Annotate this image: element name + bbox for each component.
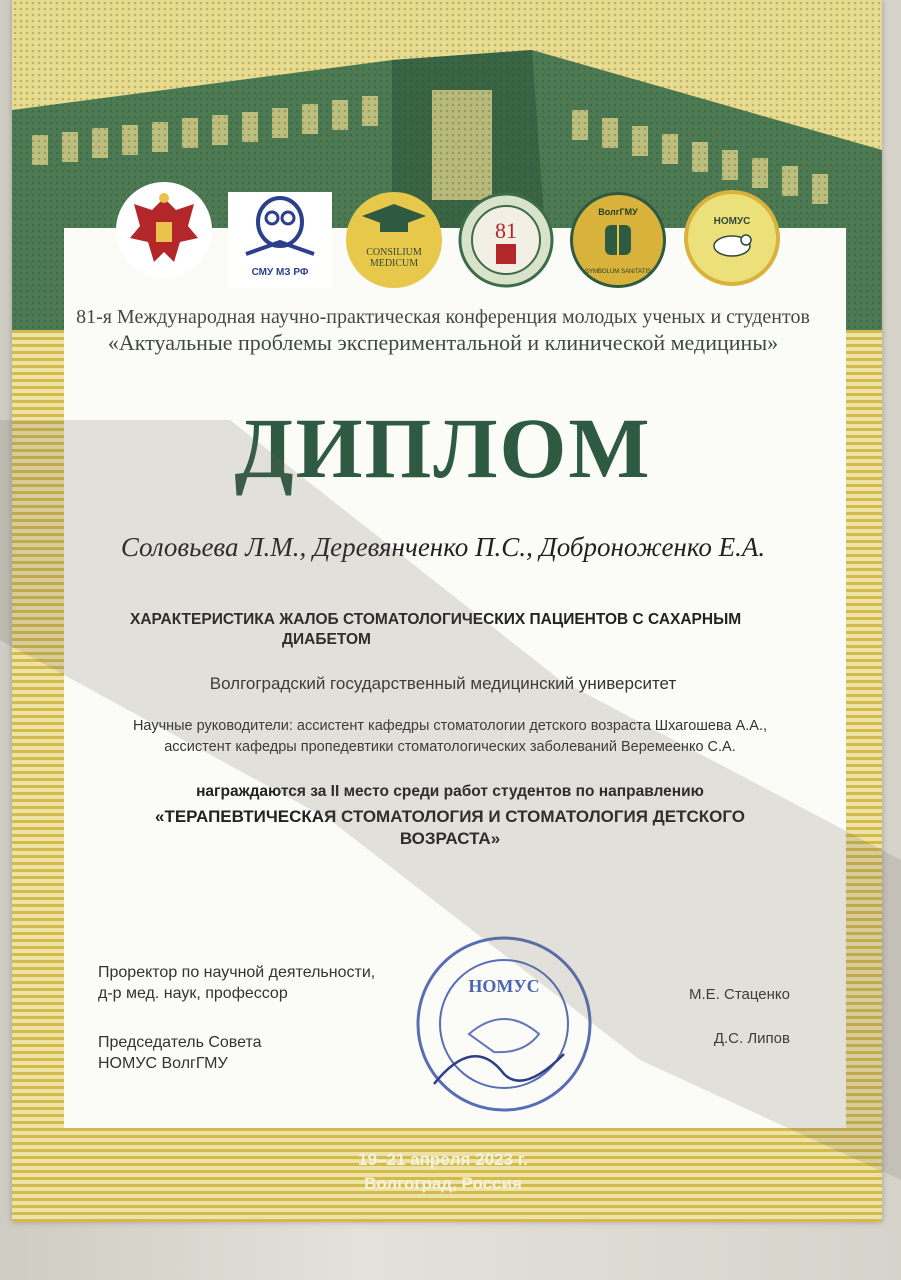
smu-label: СМУ МЗ РФ — [251, 267, 309, 278]
consilium-label-1: CONSILIUM — [366, 247, 422, 258]
consilium-label-2: MEDICUM — [369, 258, 419, 269]
russian-eagle-emblem-icon — [114, 180, 214, 280]
event-date: 19–21 апреля 2023 г. — [358, 1150, 528, 1169]
volggmu-label: ВолгГМУ — [598, 207, 638, 217]
award-line — [70, 782, 830, 802]
svg-text:81: 81 — [495, 218, 517, 243]
mouse-icon — [688, 194, 776, 282]
work-title-line-1: ХАРАКТЕРИСТИКА ЖАЛОБ СТОМАТОЛОГИЧЕСКИХ ПАЦИЕНТОВ С САХАРНЫМ — [130, 611, 742, 628]
vice-rector-position — [98, 962, 428, 1004]
signature-scribble — [434, 1054, 564, 1084]
event-city: Волгоград, Россия — [364, 1174, 522, 1193]
council-chair-line-2: НОМУС ВолгГМУ — [98, 1055, 228, 1072]
graduation-cap-icon — [346, 192, 442, 242]
vice-rector-line-1: Проректор по научной деятельности, — [98, 964, 376, 981]
volggmu-logo — [570, 192, 666, 288]
vice-rector-line-2: д-р мед. наук, профессор — [98, 985, 288, 1002]
supervisors-line-2: ассистент кафедры пропедевтики стоматологических заболеваний Веремеенко С.А. — [164, 739, 736, 755]
nomus-label: НОМУС — [713, 216, 751, 227]
nomus-logo — [684, 190, 780, 286]
signatory-1-name: М.Е. Стаценко — [688, 986, 790, 1003]
direction-line-2: ВОЗРАСТА» — [399, 829, 501, 848]
supervisors-line-1: Научные руководители: ассистент кафедры стоматологии детского возраста Шхагошева А.А., — [132, 718, 768, 734]
work-title — [130, 610, 770, 650]
authors: Соловьева Л.М., Деревянченко П.С., Доброноженко Е.А. — [120, 532, 766, 562]
smu-logo — [228, 192, 332, 288]
conference-line-1: 81-я Международная научно-практическая конференция молодых ученых и студентов — [76, 306, 810, 328]
supervisors — [100, 716, 800, 758]
owl-icon — [228, 192, 332, 262]
signatory-2-name: Д.С. Липов — [713, 1030, 790, 1047]
diploma-title: ДИПЛОМ — [234, 400, 652, 496]
university: Волгоградский государственный медицинский университет — [209, 674, 677, 693]
stamp-center-label: НОМУС — [468, 976, 540, 996]
council-chair-position — [98, 1032, 428, 1074]
award-text: награждаются за II место среди работ студентов по направлению — [196, 783, 704, 800]
conference-line-2: «Актуальные проблемы экспериментальной и клинической медицины» — [107, 330, 779, 355]
direction-line-1: «ТЕРАПЕВТИЧЕСКАЯ СТОМАТОЛОГИЯ И СТОМАТОЛОГИЯ ДЕТСКОГО — [155, 807, 745, 826]
work-title-line-2: ДИАБЕТОМ — [282, 631, 371, 648]
logos-row — [100, 188, 800, 298]
symbolum-label: SYMBOLUM SANITATIS — [584, 269, 652, 275]
nomus-stamp — [414, 934, 594, 1114]
council-chair-line-1: Председатель Совета — [98, 1034, 262, 1051]
consilium-medicum-logo — [346, 192, 442, 288]
direction — [110, 806, 790, 850]
university-anniversary-emblem-icon — [458, 192, 554, 288]
